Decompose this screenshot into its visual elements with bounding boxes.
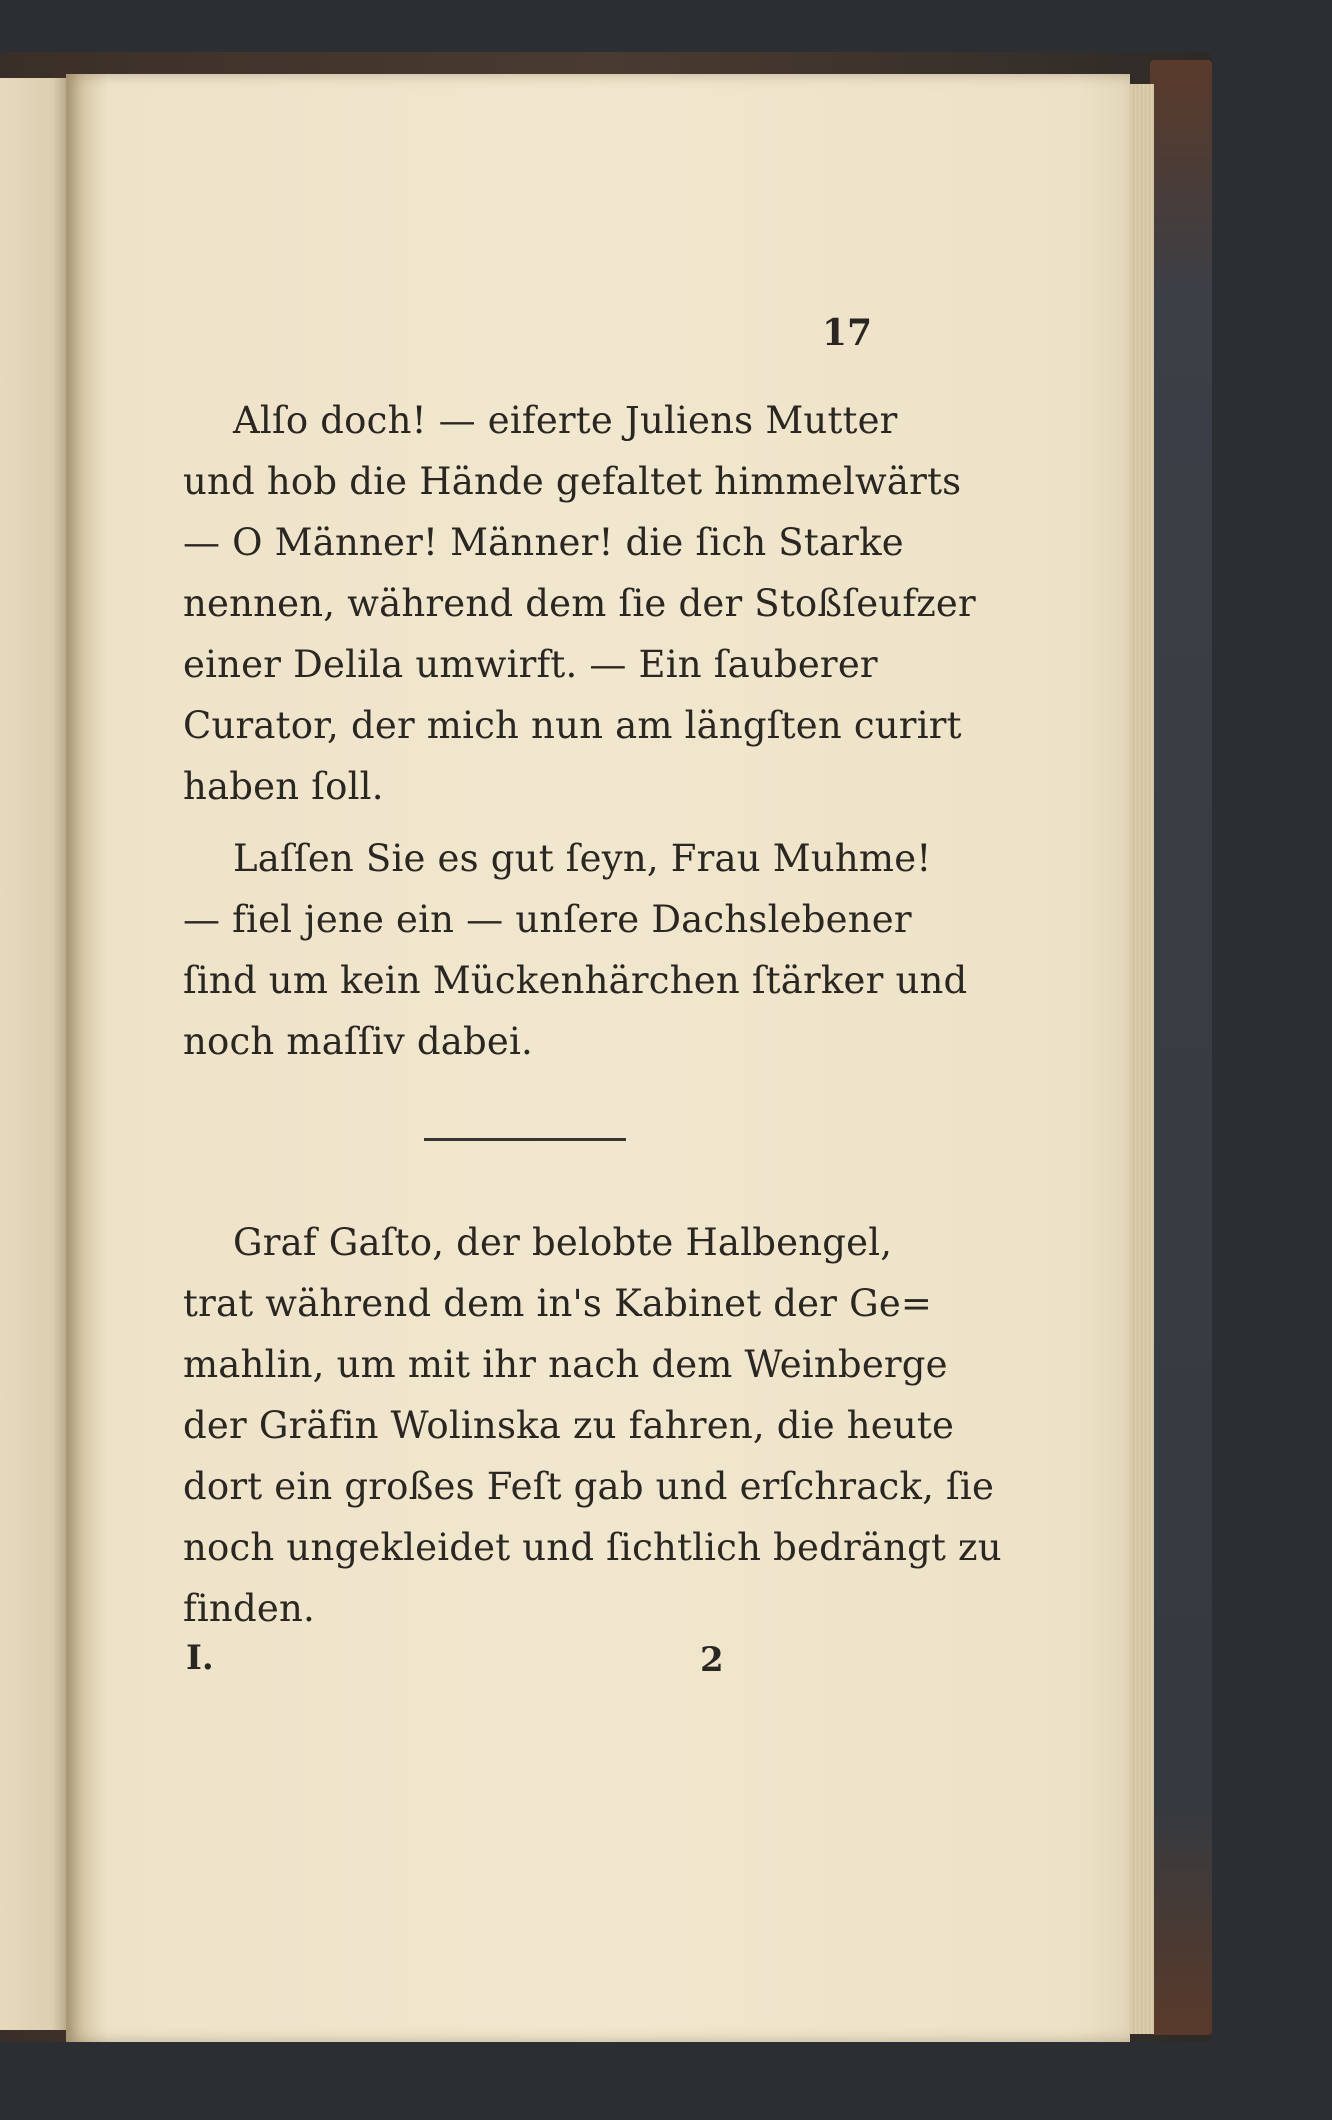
text-line: — O Männer! Männer! die ſich Starke [183, 521, 904, 564]
text-line: und hob die Hände gefaltet himmelwärts [183, 460, 962, 503]
paragraph-1 [183, 390, 976, 817]
text-line: Laſſen Sie es gut ſeyn, Frau Muhme! [233, 837, 932, 880]
text-line: noch ungekleidet und ſichtlich bedrängt zu [183, 1526, 1002, 1569]
left-page-edge [0, 78, 66, 2030]
paragraph-2 [183, 828, 968, 1072]
text-line: Graf Gaſto, der belobte Halbengel, [233, 1221, 893, 1264]
text-line: der Gräfin Wolinska zu fahren, die heute [183, 1404, 955, 1447]
text-line: einer Delila umwirft. — Ein ſauberer [183, 643, 878, 686]
signature-mark: I. [186, 1638, 214, 1678]
text-line: finden. [183, 1587, 315, 1630]
text-line: Curator, der mich nun am längſten curirt [183, 704, 962, 747]
paragraph-3 [183, 1212, 1002, 1639]
text-line: haben ſoll. [183, 765, 384, 808]
text-line: trat während dem in's Kabinet der Ge= [183, 1282, 933, 1325]
text-line: dort ein großes Feſt gab und erſchrack, ſie [183, 1465, 995, 1508]
text-line: — fiel jene ein — unſere Dachslebener [183, 898, 912, 941]
signature-number: 2 [700, 1640, 724, 1680]
text-line: ſind um kein Mückenhärchen ſtärker und [183, 959, 968, 1002]
text-line: mahlin, um mit ihr nach dem Weinberge [183, 1343, 948, 1386]
text-line: noch maſſiv dabei. [183, 1020, 533, 1063]
page-number: 17 [822, 312, 873, 354]
text-line: nennen, während dem ſie der Stoßſeufzer [183, 582, 976, 625]
cover-edge [1150, 60, 1212, 2035]
section-divider [424, 1138, 626, 1141]
text-line: Alſo doch! — eiferte Juliens Mutter [233, 399, 898, 442]
